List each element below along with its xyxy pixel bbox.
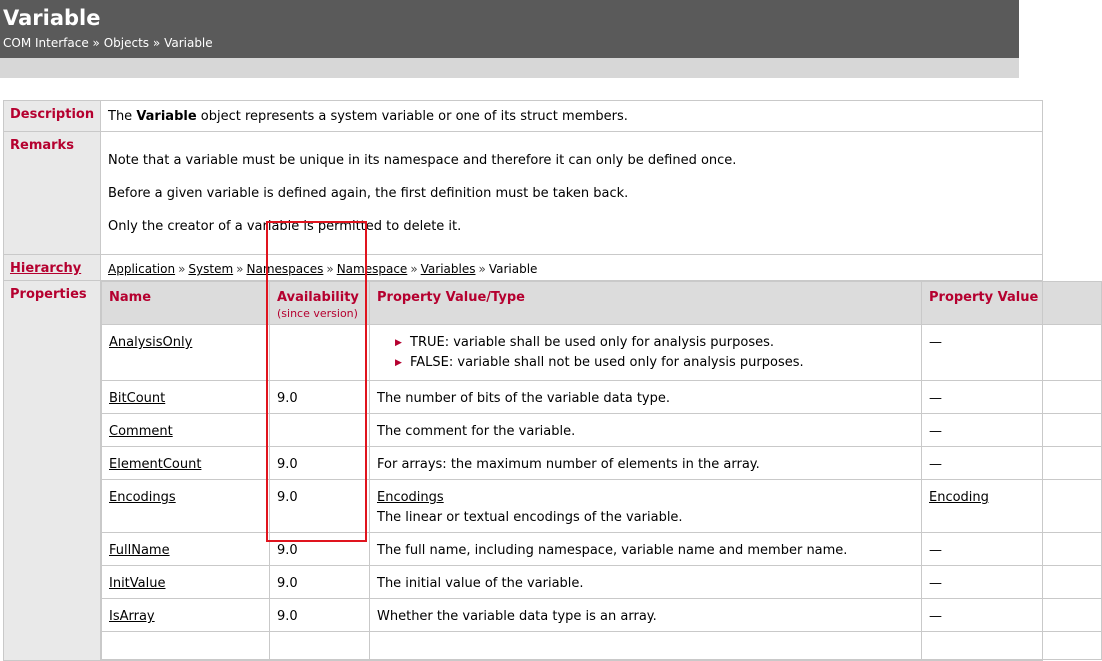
object-info-table [3,100,1043,661]
table-row [102,632,1102,660]
property-link-fullname[interactable]: FullName [109,543,170,558]
availability-cell: 9.0 [270,447,370,480]
value-cell: — [922,447,1102,480]
availability-cell [270,325,370,381]
property-link-encodings[interactable]: Encodings [109,490,176,505]
hierarchy-link-system[interactable]: System [188,262,234,276]
properties-header-row [102,282,1102,325]
description-text: The Variable object represents a system variable or one of its struct members. [101,101,1043,132]
breadcrumb-separator: » [152,36,161,50]
object-name: Variable [136,109,197,124]
header-subbar [0,58,1019,78]
hierarchy-link-application[interactable]: Application [108,262,176,276]
breadcrumb-item-objects[interactable]: Objects [103,36,150,50]
column-header-name: Name [102,282,270,325]
breadcrumb-separator: » [92,36,100,50]
value-link-encoding[interactable]: Encoding [929,490,989,505]
table-row [102,480,1102,533]
availability-cell: 9.0 [270,480,370,533]
properties-cell [101,281,1043,661]
availability-subtitle: (since version) [277,307,358,320]
table-row [102,599,1102,632]
property-link-isarray[interactable]: IsArray [109,609,155,624]
remark-line: Note that a variable must be unique in its namespace and therefore it can only be defined once. [108,153,737,168]
type-cell: The full name, including namespace, variable name and member name. [370,533,922,566]
value-cell: — [922,533,1102,566]
value-cell: — [922,599,1102,632]
remarks-label: Remarks [4,132,101,255]
availability-cell: 9.0 [270,381,370,414]
column-header-value: Property Value [922,282,1102,325]
table-row [102,447,1102,480]
hierarchy-link-namespaces[interactable]: Namespaces [246,262,324,276]
availability-cell: 9.0 [270,599,370,632]
hierarchy-label-cell [4,255,101,281]
table-row [102,533,1102,566]
page-title: Variable [3,6,101,30]
availability-cell [270,414,370,447]
properties-label: Properties [4,281,101,661]
table-row [102,381,1102,414]
breadcrumb [3,35,213,51]
type-cell: The initial value of the variable. [370,566,922,599]
bullet-list [377,333,915,373]
breadcrumb-item-variable: Variable [164,36,213,50]
hierarchy-row [4,255,1043,281]
value-cell: — [922,325,1102,381]
page-header [0,0,1019,58]
properties-table [101,281,1102,660]
remarks-text [101,132,1043,255]
property-link-analysisonly[interactable]: AnalysisOnly [109,335,193,350]
property-link-comment[interactable]: Comment [109,424,173,439]
value-cell: — [922,381,1102,414]
remark-line: Before a given variable is defined again, the first definition must be taken back. [108,186,629,201]
table-row [102,566,1102,599]
availability-cell: 9.0 [270,566,370,599]
description-row [4,101,1043,132]
remark-line: Only the creator of a variable is permitted to delete it. [108,219,462,234]
hierarchy-link-namespace[interactable]: Namespace [336,262,408,276]
type-description: The linear or textual encodings of the variable. [377,510,683,525]
type-cell: The number of bits of the variable data type. [370,381,922,414]
value-cell: — [922,414,1102,447]
property-link-elementcount[interactable]: ElementCount [109,457,202,472]
hierarchy-link-variables[interactable]: Variables [420,262,476,276]
table-row [102,414,1102,447]
hierarchy-link[interactable]: Hierarchy [10,261,82,276]
table-row [102,325,1102,381]
type-cell [370,325,922,381]
hierarchy-current: Variable [488,262,538,276]
type-cell: For arrays: the maximum number of elements in the array. [370,447,922,480]
value-cell [922,480,1102,533]
property-link-bitcount[interactable]: BitCount [109,391,166,406]
properties-row [4,281,1043,661]
hierarchy-path: Application » System » Namespaces » Namespace » Variables » Variable [101,255,1043,281]
type-cell: Whether the variable data type is an array. [370,599,922,632]
column-header-availability: Availability (since version) [270,282,370,325]
description-label: Description [4,101,101,132]
breadcrumb-item-com-interface[interactable]: COM Interface [3,36,89,50]
remarks-row [4,132,1043,255]
property-link-initvalue[interactable]: InitValue [109,576,166,591]
type-cell: The comment for the variable. [370,414,922,447]
availability-cell: 9.0 [270,533,370,566]
list-item: ▶ TRUE: variable shall be used only for analysis purposes. [395,333,915,353]
type-link-encodings[interactable]: Encodings [377,490,444,505]
value-cell: — [922,566,1102,599]
list-item: ▶ FALSE: variable shall not be used only for analysis purposes. [395,353,915,373]
type-cell [370,480,922,533]
column-header-type: Property Value/Type [370,282,922,325]
